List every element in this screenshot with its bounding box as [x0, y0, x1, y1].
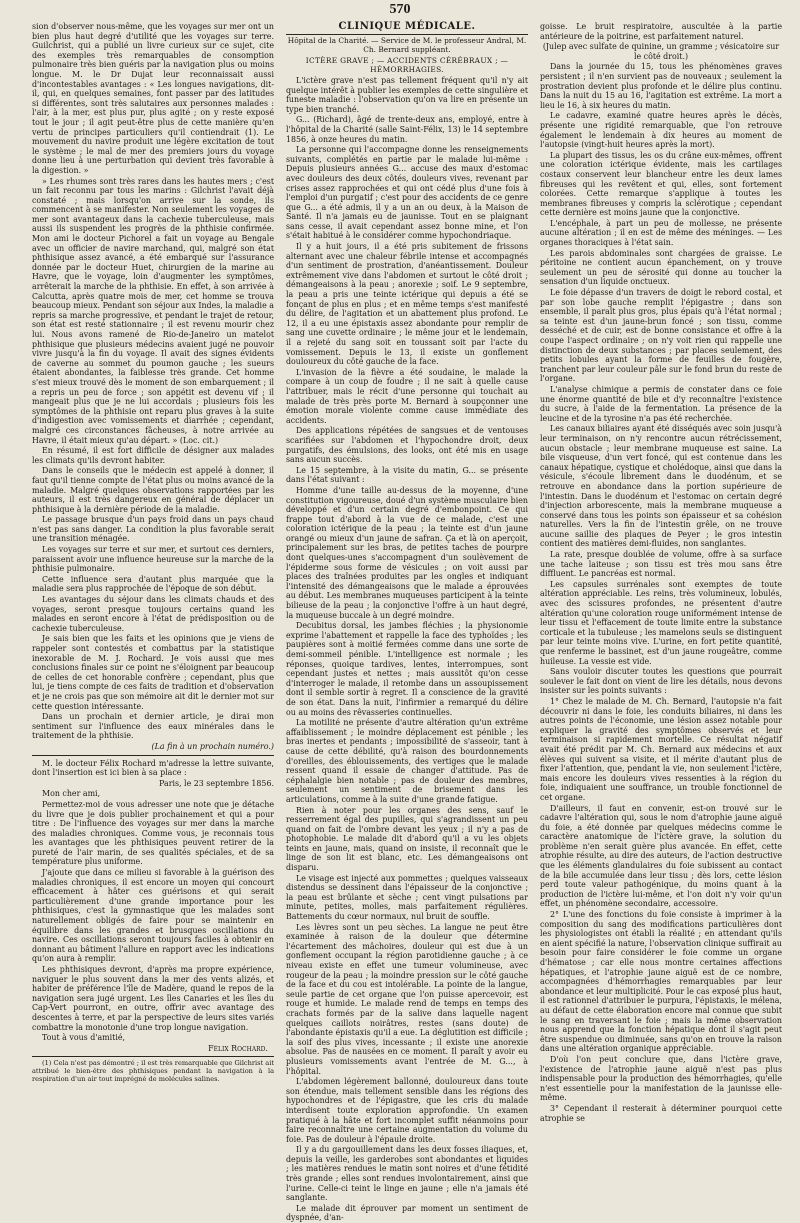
paragraph: Homme d'une taille au-dessus de la moyenne, d'une constitution vigoureuse, doué d'un système musculaire bien développé et d'un certain degré d'embonpoint. Ce qui frappe tout d'abord à la vue de ce malade, c'est une coloration ictérique de la peau ; la teinte est d'un jaune orangé ou mieux d'un jaune de safran. Ça et là on aperçoit, principalement sur les bras, de petites taches de pourpre dont quelques-unes s'accompagnent d'un soulèvement de l'épiderme sous forme de vésicules ; on voit aussi par places des traînées produites par les ongles et indiquant l'intensité des démangeaisons que le malade a éprouvées au début. Les membranes muqueuses participent à la teinte bilieuse de la peau ; la conjonctive l'offre à un haut degré, la muqueuse buccale à un degré moindre. [286, 485, 528, 620]
section-subhead: Hôpital de la Charité. — Service de M. le professeur Andral, M. Ch. Bernard suppléant. [287, 35, 527, 55]
paragraph: Sans vouloir discuter toutes les questions que pourrait soulever le fait dont on vient de lire les détails, nous devons insister sur les points suivants : [540, 667, 782, 696]
paragraph: En résumé, il est fort difficile de désigner aux malades les climats qu'ils devront habiter. [32, 446, 274, 465]
letter-signature: Félix Rochard. [208, 1043, 268, 1053]
letter-intro: M. le docteur Félix Rochard m'adresse la lettre suivante, dont l'insertion est ici bien à sa place : [32, 758, 274, 778]
page-number: 570 [389, 2, 411, 17]
column-right [540, 22, 783, 1123]
paragraph: Le visage est injecté aux pommettes ; quelques vaisseaux distendus se dessinent dans l'épaisseur de la conjonctive ; la peau est brûlante et sèche ; cent vingt pulsations par minute, petites, molles, mais parfaitement régulières. Battements du cœur normaux, nul bruit de souffle. [286, 873, 528, 922]
footnote-divider [32, 1056, 274, 1057]
paragraph: G... (Richard), âgé de trente-deux ans, employé, entre à l'hôpital de la Charité (salle Saint-Félix, 13) le 14 septembre 1856, à onze heures du matin. [286, 115, 528, 144]
paragraph: Les avantages du séjour dans les climats chauds et des voyages, seront presque toujours certains quand les malades en seront encore à l'état de prédisposition ou de cachexie tuberculeuse. [32, 595, 274, 633]
paragraph: Le passage brusque d'un pays froid dans un pays chaud n'est pas sans danger. La condition la plus favorable serait une transition ménagée. [32, 515, 274, 544]
paragraph: Le malade dit éprouver par moment un sentiment de dyspnée, d'an- [286, 1203, 528, 1223]
letter-paragraph: Les phthisiques devront, d'après ma propre expérience, naviguer le plus souvent dans la mer des vents alizés, et habiter de préférence l'île de Madère, quand le repos de la navigation sera jugé urgent. Les îles Canaries et les îles du Cap-Vert pourront, en outre, offrir avec avantage des descentes à terre, et par la perspective de leurs sites variés combattre la monotonie d'une trop longue navigation. [32, 965, 274, 1032]
paragraph: Il y a huit jours, il a été pris subitement de frissons alternant avec une chaleur fébrile intense et accompagnés d'un sentiment de prostration, d'anéantissement. Douleur extrêmement vive dans l'abdomen et surtout le côté droit ; démangeaisons à la peau ; anorexie ; soif. Le 9 septembre, la peau a pris une teinte ictérique qui depuis a été se fonçant de plus en plus ; et en même temps s'est manifesté du délire, de l'agitation et un abattement plus profond. Le 12, il a eu une épistaxis assez abondante pour remplir de sang une cuvette ordinaire ; le même jour et le lendemain, il a rejeté du sang soit en toussant soit par l'acte du vomissement. Depuis le 13, il existe un gonflement douloureux du côté gauche de la face. [286, 242, 528, 367]
paragraph: L'encéphale, à part un peu de mollesse, ne présente aucune altération ; il en est de même des méninges. — Les organes thoraciques à l'état sain. [540, 218, 782, 248]
section-heading: CLINIQUE MÉDICALE. [286, 22, 528, 35]
paragraph: Les parois abdominales sont chargées de graisse. Le péritoine ne contient aucun épanchement, on y trouve seulement un peu de sérosité qui donne au toucher la sensation d'un liquide onctueux. [540, 248, 782, 287]
paragraph: Le 15 septembre, à la visite du matin, G... se présente dans l'état suivant : [286, 465, 528, 485]
paragraph: La motilité ne présente d'autre altération qu'un extrême affaiblissement ; le moindre déplacement est pénible ; les bras inertes et pendants ; impossibilité de s'asseoir, tant à cause de cette débilité, qu'à raison des bourdonnements d'oreilles, des éblouissements, des vertiges que le malade ressent quand il essaie de changer d'attitude. Pas de céphalalgie bien notable ; pas de douleur des membres, seulement un sentiment de brisement dans les articulations, comme à la suite d'une grande fatigue. [286, 718, 528, 804]
paragraph: Dans un prochain et dernier article, je dirai mon sentiment sur l'influence des eaux minérales dans le traitement de la phthisie. [32, 712, 274, 741]
paragraph: La rate, presque doublée de volume, offre à sa surface une tache laiteuse ; son tissu est très mou sans être diffluent. Le pancréas est normal. [540, 550, 782, 579]
paragraph: 3° Cependant il resterait à déterminer pourquoi cette atrophie se [540, 1103, 782, 1123]
letter-paragraph: J'ajoute que dans ce milieu si favorable à la guérison des maladies chroniques, il est encore un moyen qui concourt efficacement à hâter ces guérisons et qui serait particulièrement d'une grande importance pour les phthisiques, c'est la gymnastique que les malades sont naturellement obligés de faire pour se maintenir en équilibre dans les grandes et brusques oscillations du navire. Ces oscillations seront toujours faciles à obtenir en donnant au bâtiment l'allure en rapport avec les indications qu'on aura à remplir. [32, 868, 274, 964]
paragraph: D'où l'on peut conclure que, dans l'ictère grave, l'existence de l'atrophie jaune aiguë n'est pas plus indispensable pour la production des hémorrhagies, qu'elle n'est essentielle pour la manifestation de la jaunisse elle-même. [540, 1054, 782, 1103]
case-title: ICTÈRE GRAVE ; — ACCIDENTS CÉRÉBRAUX ; — HÉMORRHAGIES. [305, 55, 509, 75]
footnote: (1) Cela n'est pas démontré ; il est très remarquable que Gilchrist ait attribué le bien-être des phthisiques pendant la navigation à la respiration d'un air tout imprégné de molécules salines. [32, 1059, 274, 1083]
paragraph: Je sais bien que les faits et les opinions que je viens de rappeler sont contestés et combattus par la statistique inexorable de M. J. Rochard. Je vois aussi que mes conclusions finales sur ce point ne s'éloignent par beaucoup de celles de cet honorable confrère ; cependant, plus que lui, je tiens compte de ces faits de tradition et d'observation et je ne crois pas que son mémoire ait dit le dernier mot sur cette question intéressante. [32, 634, 274, 711]
paragraph: L'abdomen légèrement ballonné, douloureux dans toute son étendue, mais tellement sensible dans les régions des hypochondres et de l'épigastre, que les cris du malade interdisent toute exploration approfondie. Un examen pratiqué à la hâte et fort incomplet suffit néanmoins pour faire reconnaître une certaine augmentation du volume du foie. Pas de douleur à l'épaule droite. [286, 1077, 528, 1144]
letter-salutation: Mon cher ami, [42, 789, 101, 799]
letter-date: Paris, le 23 septembre 1856. [159, 778, 274, 788]
paragraph: Cette influence sera d'autant plus marquée que la maladie sera plus rapprochée de l'époque de son début. [32, 574, 274, 594]
paragraph: 2° L'une des fonctions du foie consiste à imprimer à la composition du sang des modifications particulières dont les physiologistes ont établi la réalité ; en attendant qu'ils en aient spécifié la nature, l'observation clinique suffirait au besoin pour faire considérer le foie comme un organe d'hématose ; car elle nous montre certaines affections hépatiques, et l'atrophie jaune aiguë est de ce nombre, accompagnées d'hémorrhagies remarquables par leur abondance et leur multiplicité. Pour le cas exposé plus haut, il est rationnel d'attribuer le purpura, l'épistaxis, le mélena, au défaut de cette élaboration encore mal connue que subit le sang en traversant le foie ; mais la même observation nous apprend que la fonction hépatique dont il s'agit peut être suspendue ou diminuée, sans qu'on en trouve la raison dans une altération organique appréciable. [540, 910, 783, 1054]
prescription: (Julep avec sulfate de quinine, un gramme ; vésicatoire sur le côté droit.) [542, 42, 780, 61]
paragraph: goisse. Le bruit respiratoire, auscultée à la partie antérieure de la poitrine, est parfaitement naturel. [540, 22, 782, 41]
paragraph: Il y a du gargouillement dans les deux fosses iliaques, et, depuis la veille, les garderobes sont abondantes et liquides ; les matières rendues le matin sont noires et d'une fétidité très grande ; elles sont rendues involontairement, ainsi que l'urine. Celle-ci teint le linge en jaune ; elle n'a jamais été sanglante. [286, 1145, 528, 1203]
paragraph: Dans le conseils que le médecin est appelé à donner, il faut qu'il tienne compte de l'état plus ou moins avancé de la maladie. Malgré quelques observations rapportées par les auteurs, il est très dangereux en général de déplacer un phthisique à la dernière période de la maladie. [32, 466, 274, 514]
paragraph: Le cadavre, examiné quatre heures après le décès, présente une rigidité remarquable, que l'on retrouve également le lendemain à dix heures au moment de l'autopsie (vingt-huit heures après la mort). [540, 111, 782, 150]
paragraph: Dans la journée du 15, tous les phénomènes graves persistent ; il n'en survient pas de nouveaux ; seulement la prostration devient plus profonde et le délire plus continu. Dans la nuit du 15 au 16, l'agitation est extrême. La mort a lieu le 16, à six heures du matin. [540, 62, 782, 110]
paragraph: La personne qui l'accompagne donne les renseignements suivants, complétés en partie par le malade lui-même : Depuis plusieurs années G... accuse des maux d'estomac avec douleurs des deux côtés, douleurs vives, revenant par crises assez rapprochées et qui ont cédé plus d'une fois à l'emploi d'un purgatif ; c'est pour des accidents de ce genre que G... a été admis, il y a un an ou deux, à la Maison de Santé. Il n'a jamais eu de jaunisse. Tout en se plaignant sans cesse, il avait cependant assez bonne mine, et l'on s'était habitué à le considérer comme hypochondriaque. [286, 145, 528, 241]
letter-closing: Tout à vous d'amitié, [42, 1033, 126, 1043]
paragraph: Les voyages sur terre et sur mer, et surtout ces derniers, paraissent avoir une influence heureuse sur la marche de la phthisie pulmonaire. [32, 545, 274, 574]
paragraph: L'invasion de la fièvre a été soudaine, le malade la compare à un coup de foudre ; il ne sait à quelle cause l'attribuer, mais le récit d'une personne qui touchait au malade de très près porte M. Bernard à soupçonner une émotion morale violente comme cause immédiate des accidents. [286, 367, 528, 425]
paragraph: L'ictère grave n'est pas tellement fréquent qu'il n'y ait quelque intérêt à publier les exemples de cette singulière et funeste maladie : l'observation qu'on va lire en présente un type bien tranché. [286, 75, 528, 114]
paragraph: » Les rhumes sont très rares dans les hautes mers ; c'est un fait reconnu par tous les marins : Gilchrist l'avait déjà constaté ; mais lorsqu'on arrive sur la sonde, ils commencent à se manifester. Non seulement les voyages de mer sont avantageux dans la cachexie tuberculeuse, mais aussi ils suspendent les progrès de la phthisie confirmée. Mon ami le docteur Pichorel a fait un voyage au Bengale avec un officier de navire marchand, qui, malgré son état phthisique assez avancé, a été embarqué sur l'assurance donnée par le docteur Huet, chirurgien de la marine au Havre, que le voyage, loin d'augmenter les symptômes, arrêterait la marche de la phthisie. En effet, à son arrivée à Calcutta, après quatre mois de mer, cet homme se trouva beaucoup mieux. Pendant son séjour aux Indes, la maladie a repris sa marche progressive, et pendant le trajet de retour, son état est resté stationnaire ; il est revenu mourir chez lui. Nous avons ramené de Rio-de-Janeiro un matelot phthisique que plusieurs médecins avaient jugé ne pouvoir vivre jusqu'à la fin du voyage. Il avait des signes évidents de caverne au sommet du poumon gauche ; les sueurs étaient abondantes, la faiblesse très grande. Cet homme s'est mieux trouvé dès le moment de son embarquement ; il a repris un peu de force ; son appétit est devenu vif ; il mangeait plus que je ne lui accordais ; plusieurs fois les symptômes de la phthisie ont reparu plus graves à la suite d'indigestion avec vomissements et diarrhée ; cependant, malgré ces circonstances fâcheuses, à notre arrivée au Havre, il était mieux qu'au départ. » (Loc. cit.) [32, 176, 274, 445]
continued-note: (La fin à un prochain numéro.) [151, 741, 274, 751]
paragraph: Le foie dépasse d'un travers de doigt le rebord costal, et par son lobe gauche remplit l'épigastre ; dans son ensemble, il paraît plus gros, plus épais qu'à l'état normal ; sa teinte est d'un jaune-brun foncé ; son tissu, comme desséché et de cuir, est de bonne consistance et offre à la coupe l'aspect ordinaire ; on n'y voit rien qui rappelle une distinction de deux substances ; par places seulement, des petits lobules ayant la forme de feuilles de fougère, tranchent par leur couleur pâle sur le fond brun du reste de l'organe. [540, 288, 782, 384]
paragraph: Les capsules surrénales sont exemptes de toute altération appréciable. Les reins, très volumineux, lobulés, avec des scissures profondes, ne présentent d'autre altération qu'une coloration rouge uniformément intense de leur tissu et l'effacement de toute limite entre la substance corticale et la tubuleuse ; les mamelons seuls se distinguent par leur teinte moins vive. L'urine, en fort petite quantité, que renferme le bassinet, est d'un jaune rougeâtre, comme huileuse. La vessie est vide. [540, 579, 782, 666]
column-left [32, 22, 274, 1092]
column-middle [286, 21, 528, 1223]
divider [32, 755, 274, 756]
paragraph: Rien à noter pour les organes des sens, sauf le resserrement égal des pupilles, qui s'agrandissent un peu quand on fait de l'ombre devant les yeux ; il n'y a pas de photophobie. Le malade dit d'abord qu'il a vu les objets teints en jaune, mais, quand on insiste, il reconnaît que le linge de son lit est blanc, etc. Les démangeaisons ont disparu. [286, 805, 528, 873]
letter-paragraph: Permettez-moi de vous adresser une note que je détache du livre que je dois publier prochainement et qui a pour titre : De l'influence des voyages sur mer dans la marche des maladies chroniques. Comme vous, je reconnais tous les avantages que les phthisiques peuvent retirer de la pureté de l'air marin, de ses qualités spéciales, et de sa température plus uniforme. [32, 799, 274, 867]
paragraph: L'analyse chimique a permis de constater dans ce foie une énorme quantité de bile et d'y reconnaître l'existence du sucre, à l'aide de la fermentation. La présence de la leucine et de la tyrosine n'a pas été recherchée. [540, 384, 782, 423]
text-columns [32, 21, 783, 1223]
paragraph: D'ailleurs, il faut en convenir, est-on trouvé sur le cadavre l'altération qui, sous le nom d'atrophie jaune aiguë du foie, a été donnée par quelques médecins comme le caractère anatomique de l'ictère grave, la solution du problème n'en serait guère plus avancée. En effet, cette atrophie résulte, au dire des auteurs, de l'action destructive que les éléments glandulaires du foie subissent au contact de la bile accumulée dans leur tissu ; dès lors, cette lésion perd toute valeur pathogénique, du moins quant à la production de l'ictère lui-même, et l'on doit n'y voir qu'un effet, un phénomène secondaire, accessoire. [540, 803, 782, 909]
paragraph: sion d'observer nous-même, que les voyages sur mer ont un bien plus haut degré d'utilité que les voyages sur terre. Guilchrist, qui a publié un livre curieux sur ce sujet, cite des exemples très remarquables de consomption pulmonaire très bien guéris par la navigation plus ou moins longue. M. le Dr Dujat leur reconnaissait aussi d'incontestables avantages : « Les longues navigations, dit-il, qui, en quelques semaines, font passer par des latitudes si différentes, sont très salutaires aux personnes malades : l'air, à la mer, est plus pur, plus agité ; on y reste exposé tout le jour ; il agit peut-être plus de cette manière qu'en vertu de principes particuliers qu'il contiendrait (1). Le mouvement du navire produit une légère excitation de tout le système ; le mal de mer des premiers jours du voyage donne lieu à une perturbation qui devient très favorable à la digestion. » [32, 22, 274, 175]
paragraph: Decubitus dorsal, les jambes fléchies ; la physionomie exprime l'abattement et rappelle la face des typhoïdes ; les paupières sont à moitié fermées comme dans une sorte de demi-sommeil pénible. L'intelligence est normale ; les réponses, quoique tardives, lentes, interrompues, sont cependant justes et nettes ; mais aussitôt qu'on cesse d'interroger le malade, il retombe dans un assoupissement dont il semble sortir à regret. Il a conscience de la gravité de son état. Dans la nuit, l'infirmier a remarqué du délire ou au moins des rêvasseries continuelles. [286, 621, 528, 717]
paragraph: 1° Chez le malade de M. Ch. Bernard, l'autopsie n'a fait découvrir ni dans le foie, les conduits biliaires, ni dans les autres points de l'économie, une lésion assez notable pour expliquer la gravité des symptômes observés et leur terminaison si rapidement mortelle. Ce résultat négatif avait été prédit par M. Ch. Bernard aux médecins et aux élèves qui suivent sa visite, et il mérite d'autant plus de fixer l'attention, que, pendant la vie, non seulement l'ictère, mais encore les douleurs vives ressenties à la région du foie, indiquaient une souffrance, un trouble fonctionnel de cet organe. [540, 696, 782, 802]
paragraph: Les canaux biliaires ayant été disséqués avec soin jusqu'à leur terminaison, on n'y rencontre aucun rétrécissement, aucun obstacle ; leur membrane muqueuse est saine. La bile visqueuse, d'un vert foncé, qui est contenue dans les canaux hépatique, cystique et cholédoque, ainsi que dans la vésicule, s'écoule librement dans le duodénum, et se retrouve en abondance dans la portion supérieure de l'intestin. Dans le duodénum et l'estomac on certain degré d'injection arborescente, mais la membrane muqueuse a conservé dans tous les points son épaisseur et sa cohésion naturelles. Vers la fin de l'intestin grêle, on ne trouve aucune saillie des plaques de Peyer ; le gros intestin contient des matières demi-fluides, non sanglantes. [540, 424, 782, 549]
paragraph: Les lèvres sont un peu sèches. La langue ne peut être examinée à raison de la douleur que détermine l'écartement des mâchoires, douleur qui est due à un gonflement occupant la région parotidienne gauche ; à ce niveau existe en effet une tumeur volumineuse, avec rougeur de la peau ; la moindre pression sur le côté gauche de la face et du cou est intolérable. La pointe de la langue, seule partie de cet organe que l'on puisse apercevoir, est rouge et humide. Le malade rend de temps en temps des crachats formés par de la salive dans laquelle nagent quelques caillots noirâtres, restes (sans doute) de l'abondante épistaxis qu'il a eue. La déglutition est difficile ; la soif des plus vives, incessante ; il existe une anorexie absolue. Pas de nausées en ce moment. Il paraît y avoir eu plusieurs vomissements avant l'entrée de M. G..., à l'hôpital. [286, 922, 528, 1076]
paragraph: Des applications répétées de sangsues et de ventouses scarifiées sur l'abdomen et l'hypochondre droit, deux purgatifs, des émulsions, des looks, ont été mis en usage sans aucun succès. [286, 426, 528, 465]
paragraph: La plupart des tissus, les os du crâne eux-mêmes, offrent une coloration ictérique évidente, mais les cartilages costaux conservent leur blancheur entre les deux lames fibreuses qui les revêtent et qui, elles, sont fortement colorées. Cette remarque s'applique à toutes les membranes fibreuses y compris la sclérotique ; cependant cette dernière est moins jaune que la conjonctive. [540, 150, 782, 218]
